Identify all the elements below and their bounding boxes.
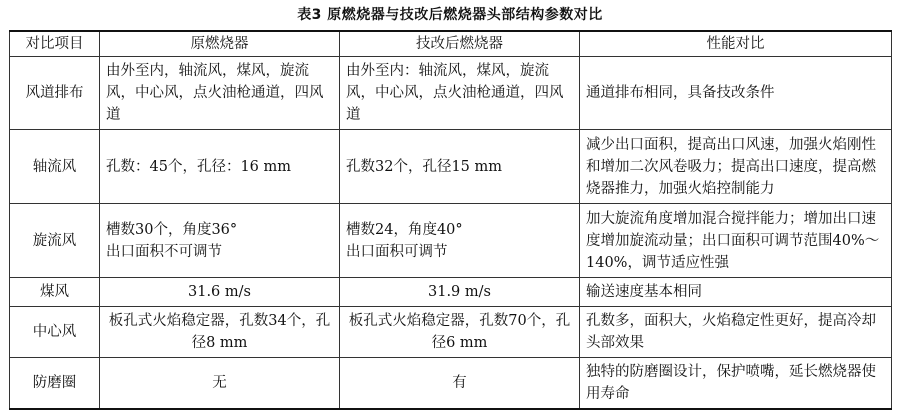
- row-modified: [340, 204, 580, 278]
- row-original: 板孔式火焰稳定器，孔数34个，孔径8 mm: [100, 307, 340, 358]
- table-row: [10, 57, 892, 130]
- row-modified: 有: [340, 358, 580, 410]
- row-modified-line: 出口面积可调节: [346, 243, 448, 260]
- table-row: [10, 307, 892, 358]
- row-original: [100, 204, 340, 278]
- row-original: 由外至内，轴流风，煤风，旋流风，中心风，点火油枪通道，四风道: [100, 57, 340, 130]
- table-caption: 表3 原燃烧器与技改后燃烧器头部结构参数对比: [297, 7, 603, 23]
- row-performance: 减少出口面积，提高出口风速，加强火焰刚性和增加二次风卷吸力；提高出口速度，提高燃烧器推力，加强火焰控制能力: [580, 130, 892, 204]
- row-original: 31.6 m/s: [100, 278, 340, 307]
- row-performance: 输送速度基本相同: [580, 278, 892, 307]
- row-modified: 31.9 m/s: [340, 278, 580, 307]
- row-item: 轴流风: [10, 130, 100, 204]
- table-row: [10, 204, 892, 278]
- row-modified: 由外至内：轴流风，煤风，旋流风，中心风，点火油枪通道，四风道: [340, 57, 580, 130]
- row-performance: 通道排布相同，具备技改条件: [580, 57, 892, 130]
- header-original: 原燃烧器: [100, 31, 340, 57]
- row-item: 旋流风: [10, 204, 100, 278]
- row-item: 煤风: [10, 278, 100, 307]
- row-original: 无: [100, 358, 340, 410]
- row-modified: 孔数32个，孔径15 mm: [340, 130, 580, 204]
- row-item: 防磨圈: [10, 358, 100, 410]
- row-original-line: 槽数30个，角度36°: [106, 221, 238, 238]
- header-item: 对比项目: [10, 31, 100, 57]
- row-modified: 板孔式火焰稳定器，孔数70个，孔径6 mm: [340, 307, 580, 358]
- table-row: [10, 358, 892, 410]
- header-performance: 性能对比: [580, 31, 892, 57]
- comparison-table: [9, 30, 892, 410]
- row-original: 孔数：45个，孔径：16 mm: [100, 130, 340, 204]
- table-row: [10, 130, 892, 204]
- row-modified-line: 槽数24，角度40°: [346, 221, 463, 238]
- row-item: 中心风: [10, 307, 100, 358]
- row-item: 风道排布: [10, 57, 100, 130]
- header-modified: 技改后燃烧器: [340, 31, 580, 57]
- table-row: [10, 278, 892, 307]
- row-performance: 孔数多，面积大，火焰稳定性更好，提高冷却头部效果: [580, 307, 892, 358]
- row-performance: 独特的防磨圈设计，保护喷嘴，延长燃烧器使用寿命: [580, 358, 892, 410]
- table-header-row: [10, 31, 892, 57]
- row-original-line: 出口面积不可调节: [106, 243, 222, 260]
- row-performance: 加大旋流角度增加混合搅拌能力；增加出口速度增加旋流动量；出口面积可调节范围40%～140%，调节适应性强: [580, 204, 892, 278]
